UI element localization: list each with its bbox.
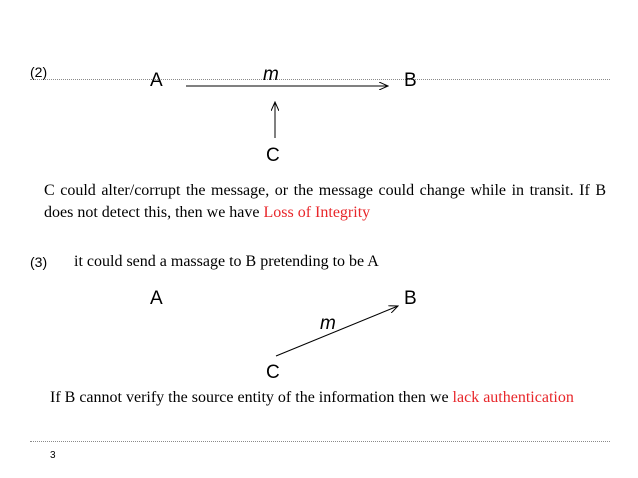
- section-2-message-label: m: [263, 64, 279, 85]
- lack-authentication-highlight: lack authentication: [452, 389, 574, 406]
- page-number: 3: [50, 450, 56, 461]
- section-3-intro: it could send a massage to B pretending to be A: [74, 253, 379, 270]
- section-2-node-a: A: [150, 70, 163, 91]
- section-2-node-b: B: [404, 70, 417, 91]
- arrow-c-to-b: [276, 306, 398, 356]
- section-3-node-c: C: [266, 362, 280, 383]
- section-3-text: If B cannot verify the source entity of the information then we: [50, 389, 453, 406]
- section-3-message-label: m: [320, 313, 336, 334]
- section-2-text: C could alter/corrupt the message, or the message could change while in transit. If B does not detect this, then we have: [44, 182, 606, 221]
- section-3-node-b: B: [404, 288, 417, 309]
- loss-of-integrity-highlight: Loss of Integrity: [263, 204, 371, 221]
- section-2-node-c: C: [266, 145, 280, 166]
- section-3-node-a: A: [150, 288, 163, 309]
- section-3-number: (3): [30, 254, 48, 270]
- section-2-number: (2): [30, 64, 48, 80]
